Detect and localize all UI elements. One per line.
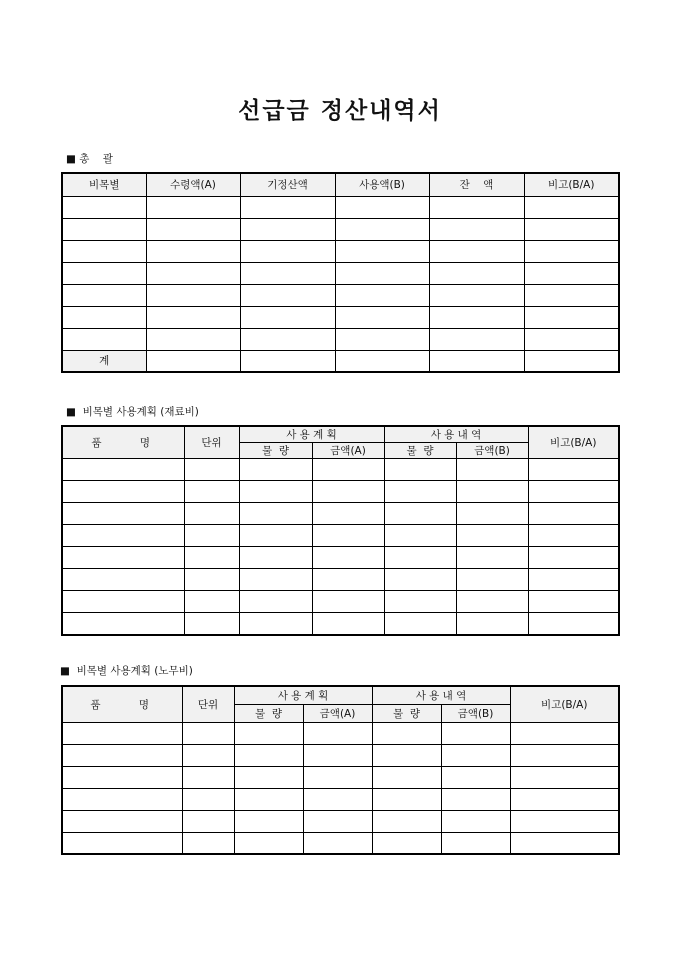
col-header-balance: 잔 액 [429,173,524,196]
material-body [62,459,619,635]
labor-body [62,722,619,854]
col-header-received-amount: 수령액(A) [146,173,240,196]
col-header-item-name: 품 명 [62,426,184,459]
table-row [62,744,619,766]
table-row [62,766,619,788]
col-header-settled-amount: 기정산액 [240,173,335,196]
table-row [62,481,619,503]
material-table [61,425,620,636]
document-title: 선급금 정산내역서 [238,98,442,124]
labor-table [61,685,620,855]
material-heading: ■ 비목별 사용계획 (재료비) [66,406,199,418]
col-header-usage-quantity: 물 량 [372,704,441,722]
table-row [62,810,619,832]
table-row [62,591,619,613]
summary-table [61,172,620,373]
summary-heading: ■ 총 괄 [66,153,113,165]
table-row [62,328,619,350]
col-header-used-amount: 사용액(B) [335,173,429,196]
col-header-plan-amount: 금액(A) [312,443,384,459]
col-header-plan-quantity: 물 량 [234,704,303,722]
col-header-remark: 비고(B/A) [524,173,619,196]
table-row [62,722,619,744]
table-row [62,306,619,328]
col-header-usage-details: 사 용 내 역 [384,426,528,443]
table-row [62,284,619,306]
table-row [62,503,619,525]
table-row [62,218,619,240]
table-row [62,262,619,284]
col-header-usage-details: 사 용 내 역 [372,686,510,704]
table-row [62,832,619,854]
col-header-plan-amount: 금액(A) [303,704,372,722]
col-header-unit: 단위 [182,686,234,722]
table-row [62,525,619,547]
col-header-usage-amount: 금액(B) [456,443,528,459]
labor-heading: ■ 비목별 사용계획 (노무비) [60,665,193,677]
col-header-unit: 단위 [184,426,239,459]
table-row [62,240,619,262]
summary-body [62,196,619,372]
col-header-remark: 비고(B/A) [510,686,619,722]
col-header-category: 비목별 [62,173,146,196]
table-row [62,459,619,481]
table-row [62,547,619,569]
col-header-item-name: 품 명 [62,686,182,722]
col-header-usage-amount: 금액(B) [441,704,510,722]
table-row [62,788,619,810]
col-header-plan-quantity: 물 량 [239,443,312,459]
table-row [62,196,619,218]
col-header-usage-plan: 사 용 계 획 [239,426,384,443]
col-header-remark: 비고(B/A) [528,426,619,459]
total-label: 계 [62,350,146,372]
total-row [62,350,619,372]
col-header-usage-plan: 사 용 계 획 [234,686,372,704]
col-header-usage-quantity: 물 량 [384,443,456,459]
table-row [62,613,619,635]
table-row [62,569,619,591]
